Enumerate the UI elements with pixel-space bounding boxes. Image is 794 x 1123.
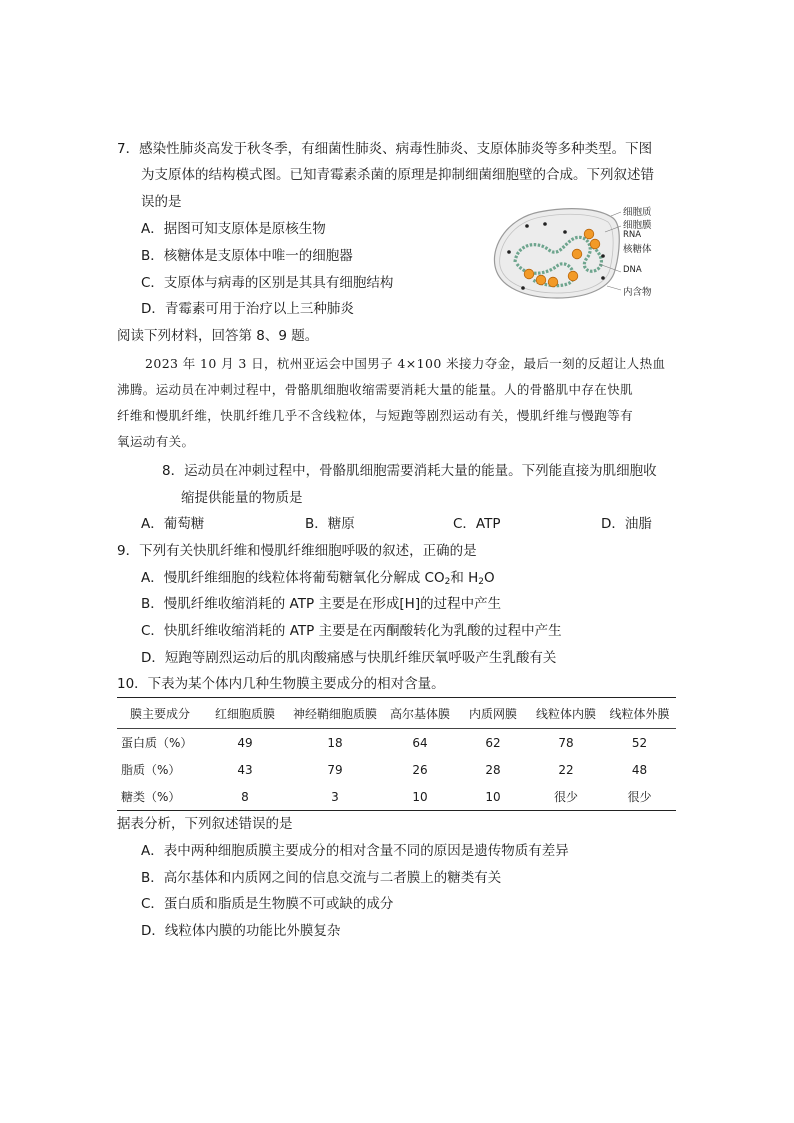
table-header: 神经鞘细胞质膜 — [287, 698, 383, 729]
table-cell: 28 — [485, 762, 501, 777]
table-cell: 62 — [485, 735, 501, 750]
q10-stem: 10．下表为某个体内几种生物膜主要成分的相对含量。 — [117, 676, 445, 692]
ribosome-dot — [568, 271, 578, 281]
inclusion-dot — [507, 250, 511, 254]
q9-option-a-sub1: 2 — [444, 577, 451, 587]
q9-stem: 9．下列有关快肌纤维和慢肌纤维细胞呼吸的叙述，正确的是 — [117, 543, 477, 559]
table-cell: 很少 — [529, 783, 603, 811]
mycoplasma-diagram — [487, 204, 687, 304]
table-cell: 22 — [558, 762, 574, 777]
table-cell: 79 — [327, 762, 343, 777]
ribosome-dot — [524, 269, 534, 279]
label-ribosome: 核糖体 — [623, 244, 652, 255]
q9-option-b: B．慢肌纤维收缩消耗的 ATP 主要是在形成[H]的过程中产生 — [141, 596, 502, 612]
q10-option-c: C．蛋白质和脂质是生物膜不可或缺的成分 — [141, 896, 394, 912]
label-dna: DNA — [623, 265, 642, 275]
q9-option-a — [141, 569, 495, 587]
q8-option-b: B．糖原 — [305, 516, 355, 532]
table-cell: 43 — [237, 762, 253, 777]
material-line1: 2023 年 10 月 3 日，杭州亚运会中国男子 4×100 米接力夺金，最后一刻的反超让人热血 — [145, 356, 666, 371]
table-header: 线粒体内膜 — [529, 698, 603, 729]
q10-after-table: 据表分析，下列叙述错误的是 — [117, 816, 293, 832]
table-cell: 3 — [287, 783, 383, 811]
q9-option-a-text3: O — [484, 570, 495, 586]
material-line3: 纤维和慢肌纤维，快肌纤维几乎不含线粒体，与短跑等剧烈运动有关，慢肌纤维与慢跑等有 — [117, 408, 634, 423]
label-inclusion: 内含物 — [623, 287, 652, 298]
inclusion-dot — [601, 254, 605, 258]
material-intro: 阅读下列材料，回答第 8、9 题。 — [117, 328, 319, 344]
inclusion-dot — [543, 222, 547, 226]
inclusion-dot — [601, 276, 605, 280]
table-header: 内质网膜 — [457, 698, 529, 729]
q8-stem-line2: 缩提供能量的物质是 — [181, 490, 303, 506]
table-header-row — [117, 698, 676, 729]
table-row — [117, 783, 676, 811]
material-line4: 氧运动有关。 — [117, 434, 195, 449]
label-rna: RNA — [623, 230, 642, 240]
q9-option-a-sub2: 2 — [478, 577, 484, 587]
q7-option-a: A．据图可知支原体是原核生物 — [141, 221, 326, 237]
q7-stem-line2: 为支原体的结构模式图。已知青霉素杀菌的原理是抑制细菌细胞壁的合成。下列叙述错 — [141, 167, 654, 183]
inclusion-dot — [521, 286, 525, 290]
table-cell: 18 — [327, 735, 343, 750]
q10-option-a: A．表中两种细胞质膜主要成分的相对含量不同的原因是遗传物质有差异 — [141, 843, 569, 859]
q9-option-c: C．快肌纤维收缩消耗的 ATP 主要是在丙酮酸转化为乳酸的过程中产生 — [141, 623, 562, 639]
table-cell: 49 — [237, 735, 253, 750]
q8-option-a: A．葡萄糖 — [141, 516, 205, 532]
q7-stem-line3: 误的是 — [141, 194, 182, 210]
ribosome-dot — [548, 277, 558, 287]
table-header: 线粒体外膜 — [603, 698, 676, 729]
q10-option-d: D．线粒体内膜的功能比外膜复杂 — [141, 923, 341, 939]
table-header: 膜主要成分 — [117, 698, 203, 729]
label-cell-membrane: 细胞膜 — [623, 220, 652, 231]
table-cell: 26 — [412, 762, 428, 777]
table-cell: 78 — [558, 735, 574, 750]
leader-line — [611, 212, 621, 216]
table-cell: 64 — [412, 735, 428, 750]
q7-stem-line1: 7．感染性肺炎高发于秋冬季，有细菌性肺炎、病毒性肺炎、支原体肺炎等多种类型。下图 — [117, 141, 653, 157]
material-line2: 沸腾。运动员在冲刺过程中，骨骼肌细胞收缩需要消耗大量的能量。人的骨骼肌中存在快肌 — [117, 382, 634, 397]
mycoplasma-figure — [487, 204, 687, 304]
q7-option-d: D．青霉素可用于治疗以上三种肺炎 — [141, 301, 354, 317]
table-cell: 糖类（%） — [117, 783, 203, 811]
q8-stem-line1: 8．运动员在冲刺过程中，骨骼肌细胞需要消耗大量的能量。下列能直接为肌细胞收 — [162, 463, 657, 479]
q9-option-a-text1: A．慢肌纤维细胞的线粒体将葡萄糖氧化分解成 CO — [141, 570, 445, 586]
table-cell: 10 — [383, 783, 457, 811]
inclusion-dot — [525, 224, 529, 228]
leader-line — [607, 286, 621, 290]
table-row — [117, 729, 676, 757]
ribosome-dot — [590, 239, 600, 249]
table-header: 高尔基体膜 — [383, 698, 457, 729]
table-cell: 蛋白质（%） — [121, 736, 193, 750]
q8-option-c: C．ATP — [453, 516, 501, 532]
table-cell: 52 — [631, 735, 648, 750]
q8-option-d: D．油脂 — [601, 516, 652, 532]
label-cytoplasm: 细胞质 — [623, 207, 652, 218]
q7-option-c: C．支原体与病毒的区别是其具有细胞结构 — [141, 275, 394, 291]
q9-option-a-text2: 和 H — [450, 570, 479, 586]
table-cell: 很少 — [603, 783, 676, 811]
ribosome-dot — [584, 229, 594, 239]
table-cell: 10 — [457, 783, 529, 811]
table-cell: 48 — [631, 762, 648, 777]
table-cell: 8 — [203, 783, 287, 811]
ribosome-dot — [572, 249, 582, 259]
q7-option-b: B．核糖体是支原体中唯一的细胞器 — [141, 248, 353, 264]
table-header: 红细胞质膜 — [203, 698, 287, 729]
q10-option-b: B．高尔基体和内质网之间的信息交流与二者膜上的糖类有关 — [141, 870, 502, 886]
table-cell: 脂质（%） — [121, 763, 181, 777]
membrane-composition-table — [117, 697, 676, 811]
q9-option-d: D．短跑等剧烈运动后的肌肉酸痛感与快肌纤维厌氧呼吸产生乳酸有关 — [141, 650, 557, 666]
table-row — [117, 756, 676, 783]
inclusion-dot — [563, 230, 567, 234]
ribosome-dot — [536, 275, 546, 285]
